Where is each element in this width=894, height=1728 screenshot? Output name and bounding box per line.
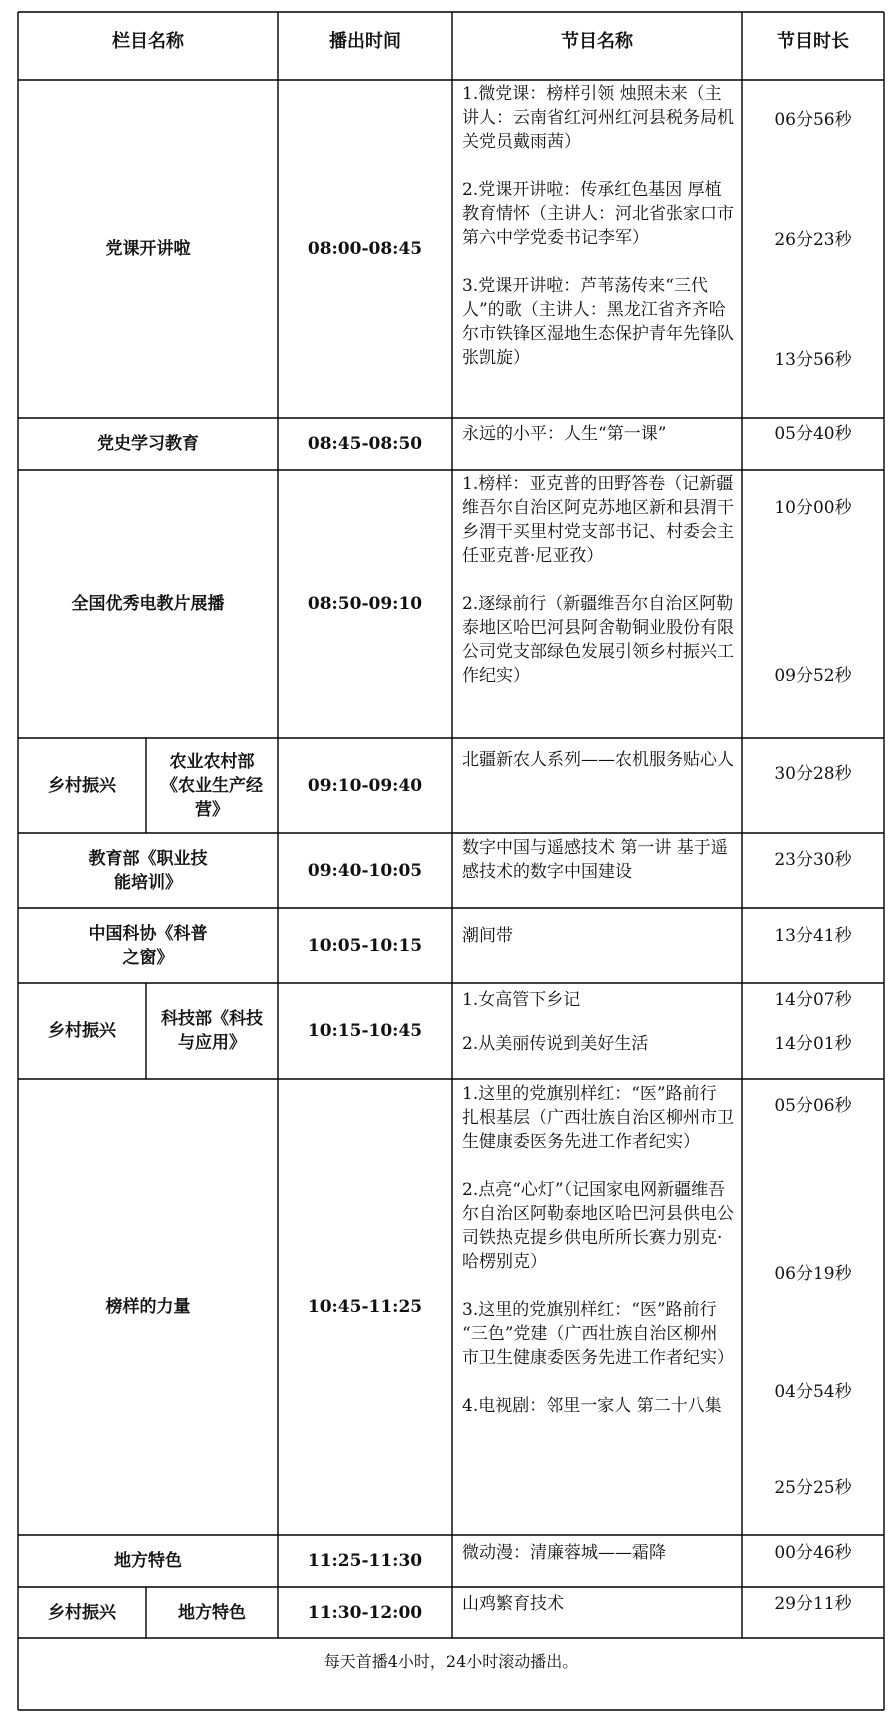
program-item: 3.党课开讲啦：芦苇荡传来“三代人”的歌（主讲人：黑龙江省齐齐哈尔市铁锋区湿地生态保护青年先锋队张凯旋）: [462, 276, 734, 368]
row6-time: 10:05-10:15: [307, 935, 423, 956]
header-column-name: 栏目名称: [112, 31, 184, 52]
footer-note: 每天首播4小时，24小时滚动播出。: [323, 1652, 579, 1671]
row8-programs: [452, 1082, 742, 1418]
row7-subcolumn: 科技部《科技与应用》: [161, 1009, 263, 1053]
duration: 00分46秒: [774, 1543, 852, 1563]
row8-column: 榜样的力量: [105, 1297, 191, 1317]
row1-time: 08:00-08:45: [307, 239, 423, 259]
row4-subcolumn: 农业农村部《农业生产经营》: [161, 751, 263, 820]
duration: 29分11秒: [774, 1594, 852, 1614]
duration: 30分28秒: [774, 764, 852, 784]
program-item: 1.这里的党旗别样红：“医”路前行 扎根基层（广西壮族自治区柳州市卫生健康委医务先进工作者纪实）: [462, 1084, 734, 1152]
row4-column: 乡村振兴: [48, 775, 116, 796]
row1-column: 党课开讲啦: [105, 239, 191, 259]
row6-column: 中国科协《科普之窗》: [88, 923, 208, 968]
duration: 04分54秒: [774, 1382, 852, 1402]
row5-column: 教育部《职业技能培训》: [88, 848, 208, 893]
program-item: 山鸡繁育技术: [462, 1594, 564, 1614]
program-item: 1.微党课：榜样引领 烛照未来（主讲人：云南省红河州红河县税务局机关党员戴雨茜）: [462, 84, 734, 152]
row2-time: 08:45-08:50: [307, 434, 423, 454]
header-air-time: 播出时间: [329, 31, 401, 52]
duration: 14分07秒: [774, 990, 852, 1010]
row8-time: 10:45-11:25: [307, 1297, 423, 1317]
program-item: 微动漫：清廉蓉城——霜降: [462, 1543, 666, 1563]
program-item: 2.点亮“心灯”（记国家电网新疆维吾尔自治区阿勒泰地区哈巴河县供电公司铁热克提乡供电所所长赛力别克·哈楞别克）: [462, 1180, 734, 1272]
header-duration: 节目时长: [777, 31, 849, 52]
duration: 10分00秒: [774, 498, 852, 518]
header-program-name: 节目名称: [561, 31, 633, 52]
row2-column: 党史学习教育: [97, 434, 199, 454]
duration: 25分25秒: [774, 1478, 852, 1498]
duration: 09分52秒: [774, 666, 852, 686]
duration: 13分56秒: [774, 350, 852, 370]
duration: 05分06秒: [774, 1096, 852, 1116]
duration: 06分19秒: [774, 1264, 852, 1284]
duration: 23分30秒: [774, 850, 852, 870]
program-item: 2.逐绿前行（新疆维吾尔自治区阿勒泰地区哈巴河县阿舍勒铜业股份有限公司党支部绿色发展引领乡村振兴工作纪实）: [462, 594, 734, 686]
program-item: 永远的小平：人生“第一课”: [462, 424, 667, 444]
row1-programs: [452, 82, 742, 370]
program-item: 数字中国与遥感技术 第一讲 基于遥感技术的数字中国建设: [462, 838, 728, 882]
row3-column: 全国优秀电教片展播: [71, 594, 225, 614]
program-item: 4.电视剧：邻里一家人 第二十八集: [462, 1396, 722, 1416]
program-item: 1.女高管下乡记: [462, 990, 581, 1010]
row5-time: 09:40-10:05: [307, 860, 423, 881]
duration: 05分40秒: [774, 424, 852, 444]
row3-programs: [452, 472, 742, 688]
row9-column: 地方特色: [114, 1551, 182, 1571]
program-item: 北疆新农人系列——农机服务贴心人: [462, 750, 734, 770]
row10-subcolumn: 地方特色: [178, 1602, 246, 1623]
duration: 13分41秒: [774, 926, 852, 946]
program-item: 3.这里的党旗别样红：“医”路前行 “三色”党建（广西壮族自治区柳州市卫生健康委医务先进工作者纪实）: [462, 1300, 734, 1368]
row9-time: 11:25-11:30: [307, 1551, 423, 1571]
duration: 14分01秒: [774, 1034, 852, 1054]
row7-column: 乡村振兴: [48, 1021, 116, 1041]
program-item: 2.党课开讲啦：传承红色基因 厚植教育情怀（主讲人：河北省张家口市第六中学党委书记李军）: [462, 180, 734, 248]
row10-column: 乡村振兴: [48, 1602, 116, 1623]
row10-time: 11:30-12:00: [307, 1602, 423, 1623]
program-item: 1.榜样：亚克普的田野答卷（记新疆维吾尔自治区阿克苏地区新和县渭干乡渭干买里村党支部书记、村委会主任亚克普·尼亚孜）: [462, 474, 734, 566]
duration: 26分23秒: [774, 230, 852, 250]
row4-time: 09:10-09:40: [307, 775, 423, 796]
row7-time: 10:15-10:45: [307, 1021, 423, 1041]
duration: 06分56秒: [774, 110, 852, 130]
row3-time: 08:50-09:10: [307, 594, 423, 614]
program-item: 2.从美丽传说到美好生活: [462, 1034, 649, 1054]
program-item: 潮间带: [462, 926, 513, 946]
